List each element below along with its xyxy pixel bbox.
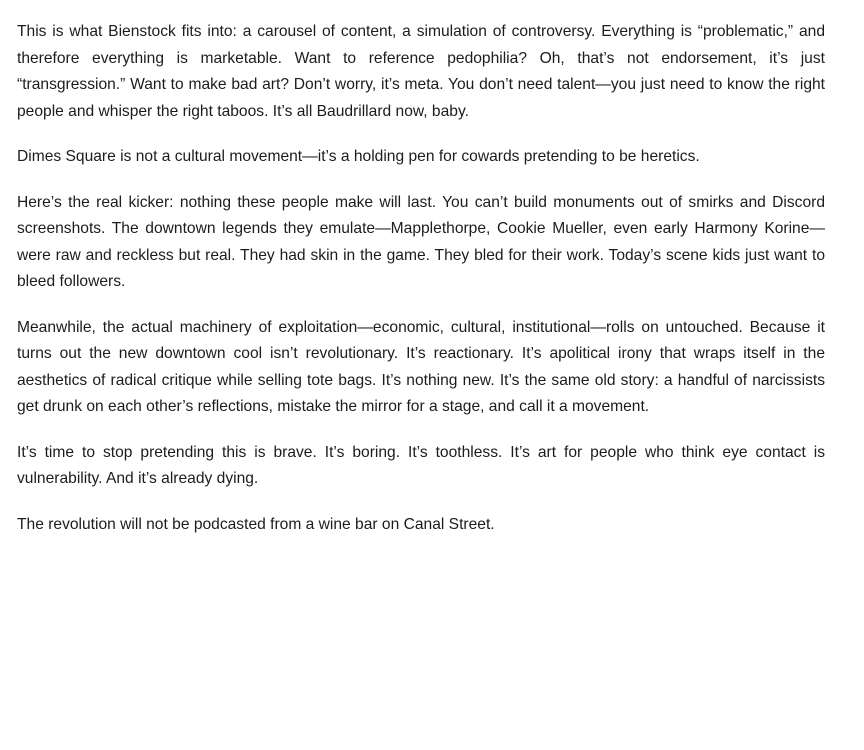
paragraph: Meanwhile, the actual machinery of exploitation—economic, cultural, institutional—rolls on untouched. Because it turns out the new downtown cool isn’t revolutionary. It’s reactionary. It’s apolitical irony that wraps itself in the aesthetics of radical critique while selling tote bags. It’s nothing new. It’s the same old story: a handful of narcissists get drunk on each other’s reflections, mistake the mirror for a stage, and call it a movement. <box>17 318 825 415</box>
paragraph: This is what Bienstock fits into: a carousel of content, a simulation of controversy. Everything is “problematic,” and therefore everything is marketable. Want to reference pedophilia? Oh, that’s not endorsement, it’s just “transgression.” Want to make bad art? Don’t worry, it’s meta. You don’t need talent—you just need to know the right people and whisper the right taboos. It’s all Baudrillard now, baby. <box>17 23 825 120</box>
paragraph: Here’s the real kicker: nothing these people make will last. You can’t build monuments out of smirks and Discord screenshots. The downtown legends they emulate—Mapplethorpe, Cookie Mueller, even early Harmony Korine—were raw and reckless but real. They had skin in the game. They bled for their work. Today’s scene kids just want to bleed followers. <box>17 193 825 290</box>
paragraph: Dimes Square is not a cultural movement—it’s a holding pen for cowards pretending to be heretics. <box>17 148 700 165</box>
article-body <box>17 19 825 557</box>
paragraph: It’s time to stop pretending this is brave. It’s boring. It’s toothless. It’s art for people who think eye contact is vulnerability. And it’s already dying. <box>17 443 825 487</box>
paragraph: The revolution will not be podcasted from a wine bar on Canal Street. <box>17 515 495 533</box>
